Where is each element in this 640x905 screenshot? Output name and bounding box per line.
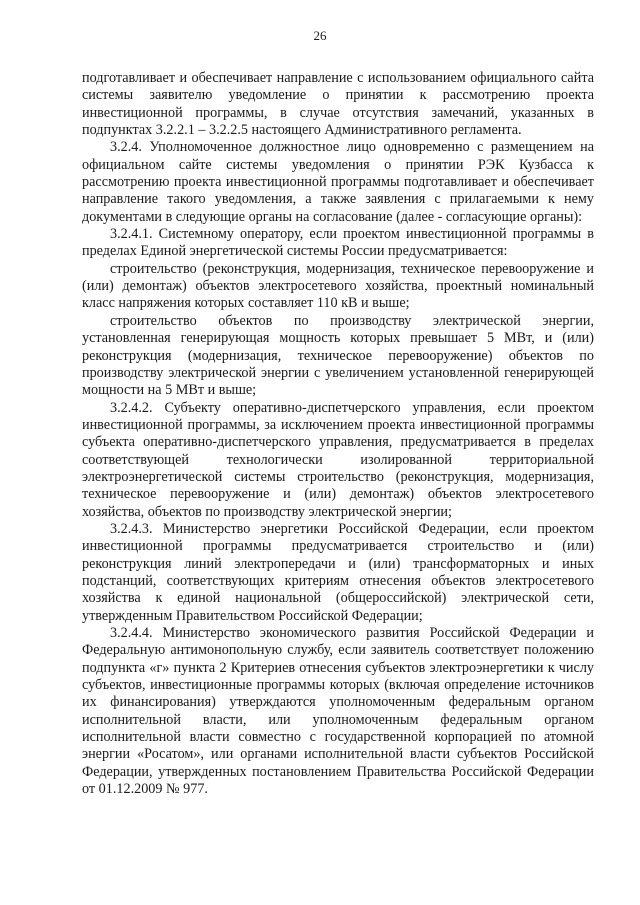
paragraph-3-2-4-3: 3.2.4.3. Министерство энергетики Российской Федерации, если проектом инвестиционной программы предусматривается строительство и (или) реконструкция линий электропередачи и (или) трансформаторных и иных подстанций, соответствующих критериям отнесения объектов электросетевого хозяйства к единой национальной (общероссийской) электрической сети, утвержденным Правительством Российской Федерации; [82, 520, 594, 624]
document-body [82, 70, 594, 798]
paragraph-generation-construction: строительство объектов по производству электрической энергии, установленная генерирующая мощность которых превышает 5 МВт, и (или) реконструкция (модернизация, техническое перевооружение) объектов по производству электрической энергии с увеличением установленной генерирующей мощности на 5 МВт и выше; [82, 312, 594, 399]
paragraph-3-2-4-4: 3.2.4.4. Министерство экономического развития Российской Федерации и Федеральную антимонопольную службу, если заявитель соответствует положению подпункта «г» пункта 2 Критериев отнесения субъектов электроэнергетики к числу субъектов, инвестиционные программы которых (включая определение источников их финансирования) утверждаются уполномоченным федеральным органом исполнительной власти, или уполномоченным федеральным органом исполнительной власти совместно с государственной корпорацией по атомной энергии «Росатом», или органами исполнительной власти субъектов Российской Федерации, утвержденных постановлением Правительства Российской Федерации от 01.12.2009 № 977. [82, 625, 594, 798]
paragraph-3-2-4-1: 3.2.4.1. Системному оператору, если проектом инвестиционной программы в пределах Единой энергетической системы России предусматривается: [82, 226, 594, 260]
paragraph-power-grid-construction: строительство (реконструкция, модернизация, техническое перевооружение и (или) демонтаж) объектов электросетевого хозяйства, проектный номинальный класс напряжения которых составляет 110 кВ и выше; [82, 260, 594, 312]
paragraph-continuation: подготавливает и обеспечивает направление с использованием официального сайта системы заявителю уведомление о принятии к рассмотрению проекта инвестиционной программы, в случае отсутствия замечаний, указанных в подпунктах 3.2.2.1 – 3.2.2.5 настоящего Административного регламента. [82, 70, 594, 139]
page-number: 26 [313, 28, 327, 43]
paragraph-3-2-4: 3.2.4. Уполномоченное должностное лицо одновременно с размещением на официальном сайте системы уведомления о принятии РЭК Кузбасса к рассмотрению проекта инвестиционной программы подготавливает и обеспечивает направление такого уведомления, а также заявления с прилагаемыми к нему документами в следующие органы на согласование (далее - согласующие органы): [82, 139, 594, 225]
paragraph-3-2-4-2: 3.2.4.2. Субъекту оперативно-диспетчерского управления, если проектом инвестиционной программы, за исключением проекта инвестиционной программы субъекта оперативно-диспетчерского управления, предусматривается в пределах соответствующей технологически изолированной территориальной электроэнергетической системы строительство (реконструкция, модернизация, техническое перевооружение и (или) демонтаж) объектов электросетевого хозяйства, объектов по производству электрической энергии; [82, 399, 594, 520]
